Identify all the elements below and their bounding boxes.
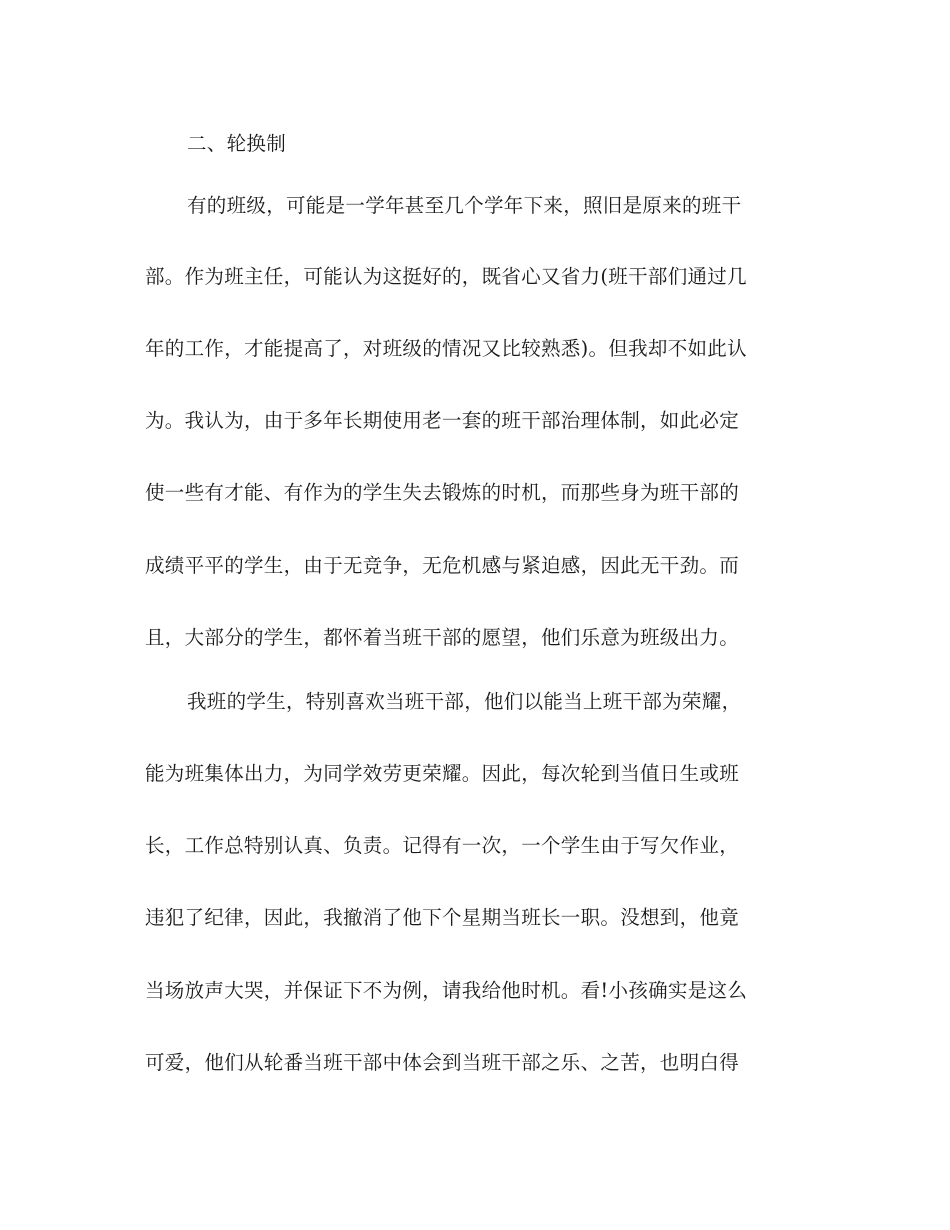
paragraph-1-line-6: 成绩平平的学生，由于无竞争，无危机感与紧迫感，因此无干劲。而 bbox=[145, 554, 740, 577]
paragraph-2-line-3: 长，工作总特别认真、负责。记得有一次，一个学生由于写欠作业， bbox=[145, 834, 740, 857]
paragraph-1-line-3: 年的工作，才能提高了，对班级的情况又比较熟悉)。但我却不如此认 bbox=[145, 337, 747, 360]
paragraph-2-line-1: 我班的学生，特别喜欢当班干部，他们以能当上班干部为荣耀， bbox=[187, 690, 742, 713]
paragraph-2-line-4: 违犯了纪律，因此，我撤消了他下个星期当班长一职。没想到，他竟 bbox=[145, 906, 740, 929]
paragraph-1-line-1: 有的班级，可能是一学年甚至几个学年下来，照旧是原来的班干 bbox=[187, 194, 742, 217]
paragraph-1-line-2: 部。作为班主任，可能认为这挺好的，既省心又省力(班干部们通过几 bbox=[145, 265, 747, 288]
paragraph-1-line-5: 使一些有才能、有作为的学生失去锻炼的时机，而那些身为班干部的 bbox=[145, 481, 740, 504]
paragraph-2-line-2: 能为班集体出力，为同学效劳更荣耀。因此，每次轮到当值日生或班 bbox=[145, 762, 740, 785]
paragraph-1-line-4: 为。我认为，由于多年长期使用老一套的班干部治理体制，如此必定 bbox=[145, 409, 740, 432]
paragraph-2-line-5: 当场放声大哭，并保证下不为例，请我给他时机。看!小孩确实是这么 bbox=[145, 979, 748, 1002]
section-heading: 二、轮换制 bbox=[187, 132, 287, 155]
paragraph-2-line-6: 可爱，他们从轮番当班干部中体会到当班干部之乐、之苦，也明白得 bbox=[145, 1051, 740, 1074]
paragraph-1-line-7: 且，大部分的学生，都怀着当班干部的愿望，他们乐意为班级出力。 bbox=[145, 626, 740, 649]
